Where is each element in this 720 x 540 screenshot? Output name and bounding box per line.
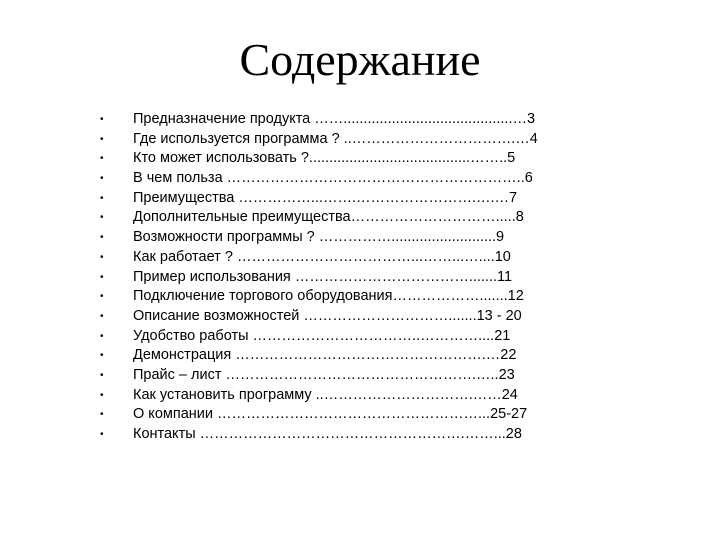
list-item — [100, 366, 620, 386]
bullet-icon: • — [100, 350, 104, 362]
list-item — [100, 169, 620, 189]
list-item — [100, 189, 620, 209]
toc-entry: Как установить программу ..………………………….……24 — [133, 386, 518, 403]
toc-entry: Удобство работы ……………………………..…………....21 — [133, 327, 511, 344]
list-item — [100, 287, 620, 307]
toc-entry: Как работает ? ………………………………...……...…....10 — [133, 248, 511, 265]
table-of-contents — [100, 110, 620, 445]
bullet-icon: • — [100, 114, 104, 125]
list-item — [100, 208, 620, 228]
bullet-icon: • — [100, 310, 104, 322]
toc-entry: Прайс – лист …………………………………………….…..23 — [133, 366, 515, 383]
toc-entry: Предназначение продукта ……..........................................…3 — [133, 111, 536, 127]
toc-entry: Где используется программа ? ..…………………………….…4 — [133, 130, 538, 147]
page-title: Содержание — [239, 34, 481, 85]
bullet-icon: • — [100, 153, 104, 165]
toc-entry: Дополнительные преимущества………………………….....8 — [133, 209, 524, 226]
bullet-icon: • — [100, 251, 104, 263]
toc-entry: Кто может использовать ?........................................……..5 — [133, 150, 516, 167]
list-item — [100, 248, 620, 268]
bullet-icon: • — [100, 271, 104, 283]
list-item — [100, 346, 620, 366]
toc-entry: Демонстрация …………………………………………….…22 — [133, 347, 517, 364]
bullet-icon: • — [100, 192, 104, 204]
list-item — [100, 149, 620, 169]
list-item — [100, 268, 620, 288]
bullet-icon: • — [100, 173, 104, 185]
bullet-icon: • — [100, 389, 104, 401]
bullet-icon: • — [100, 369, 104, 381]
bullet-icon: • — [100, 409, 104, 421]
toc-entry: Возможности программы ? ……………..........................9 — [133, 229, 505, 246]
list-item — [100, 425, 620, 445]
list-item — [100, 307, 620, 327]
toc-entry: В чем польза ……………………………………………………..6 — [133, 170, 533, 187]
list-item — [100, 228, 620, 248]
list-item — [100, 327, 620, 347]
list-item — [100, 110, 620, 130]
toc-entry: Подключение торгового оборудования……………….......12 — [133, 288, 524, 305]
bullet-icon: • — [100, 232, 104, 244]
list-item — [100, 386, 620, 406]
bullet-icon: • — [100, 291, 104, 303]
list-item — [100, 405, 620, 425]
toc-entry: Пример использования ……………………………….......11 — [133, 268, 513, 285]
bullet-icon: • — [100, 429, 104, 440]
toc-entry: Контакты ……………………………………………….……...28 — [133, 426, 522, 442]
toc-entry: Преимущества ……………...…….…………………….….…7 — [133, 189, 518, 206]
bullet-icon: • — [100, 330, 104, 342]
list-item — [100, 130, 620, 150]
toc-entry: Описание возможностей ………………………….......13 - 20 — [133, 307, 522, 324]
bullet-icon: • — [100, 133, 104, 145]
bullet-icon: • — [100, 212, 104, 224]
toc-entry: О компании ………………………………………………...25-27 — [133, 406, 528, 423]
